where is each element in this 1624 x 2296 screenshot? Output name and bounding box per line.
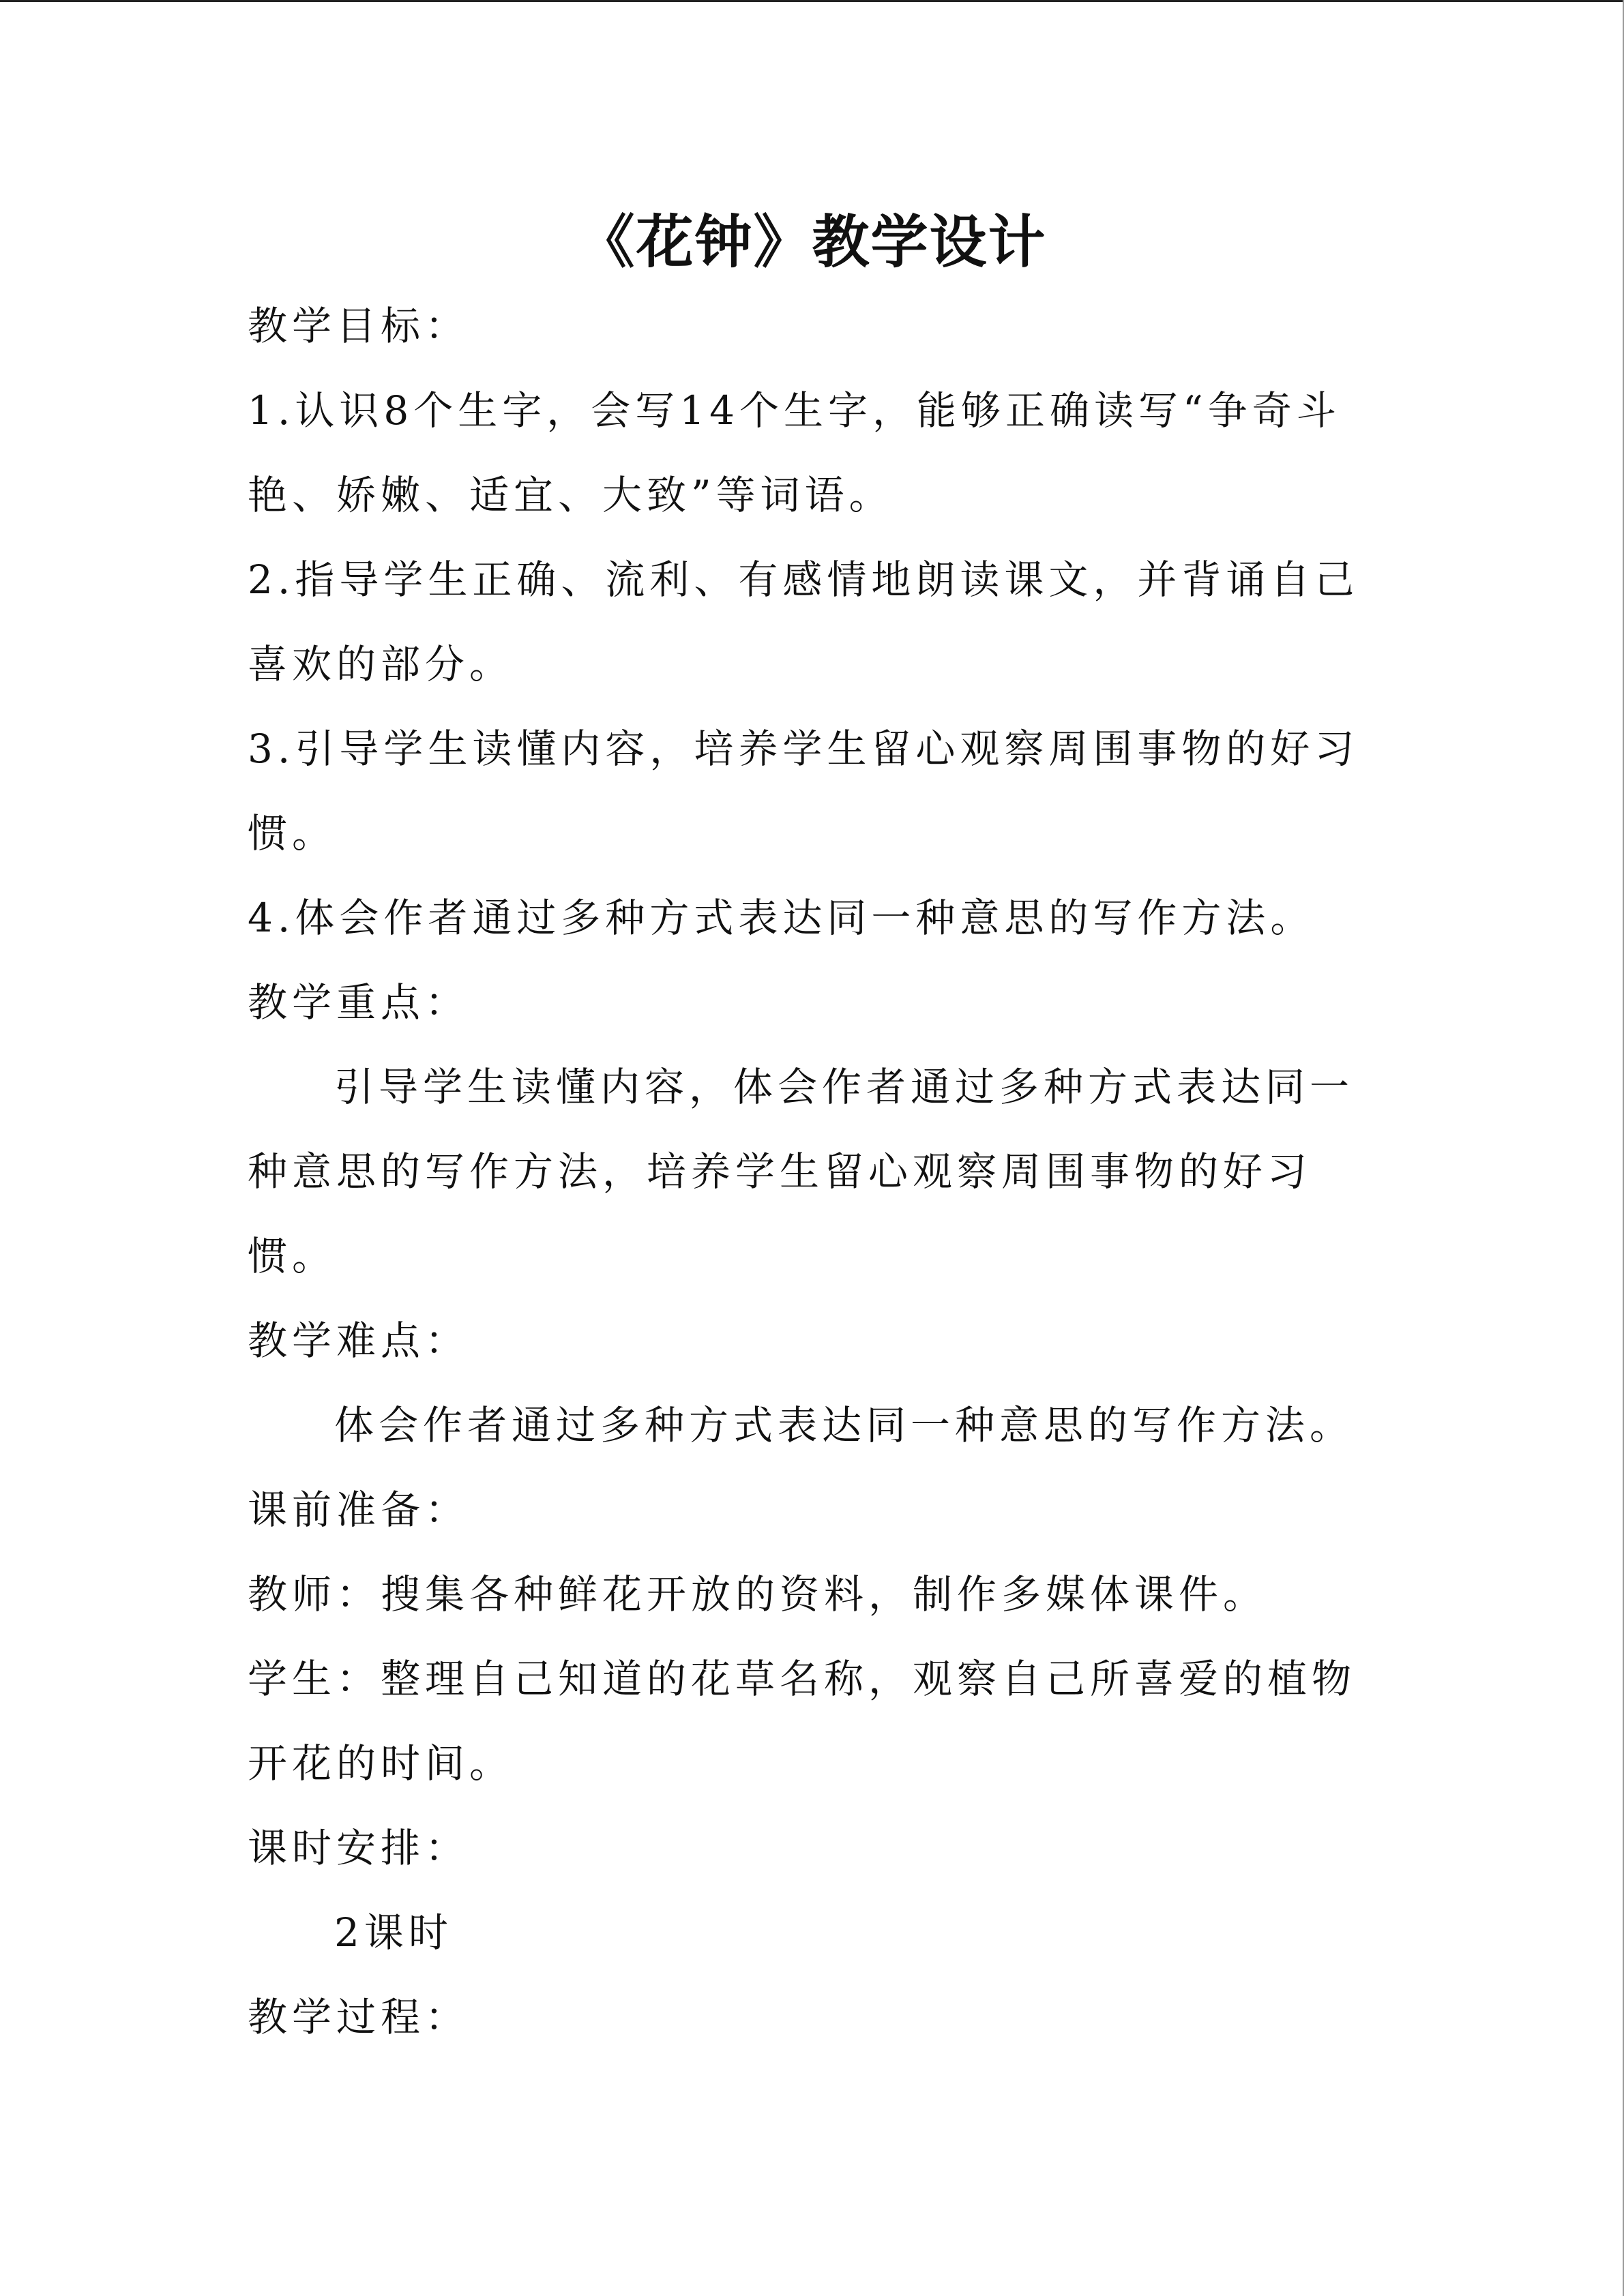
goal-2-line-1: 2.指导学生正确、流利、有感情地朗读课文，并背诵自己 bbox=[248, 556, 1359, 603]
document-title: 《花钟》教学设计 bbox=[577, 208, 1047, 275]
heading-teaching-goals: 教学目标： bbox=[248, 303, 470, 349]
goal-1-line-2: 艳、娇嫩、适宜、大致”等词语。 bbox=[248, 472, 894, 518]
heading-key-points: 教学重点： bbox=[248, 979, 470, 1026]
preparation-student-line-1: 学生：整理自己知道的花草名称，观察自己所喜爱的植物 bbox=[248, 1656, 1357, 1702]
heading-schedule: 课时安排： bbox=[248, 1825, 470, 1871]
schedule-value: 2课时 bbox=[334, 1909, 453, 1956]
goal-4-line-1: 4.体会作者通过多种方式表达同一种意思的写作方法。 bbox=[248, 895, 1315, 941]
key-points-line-2: 种意思的写作方法，培养学生留心观察周围事物的好习 bbox=[248, 1148, 1312, 1195]
heading-preparation: 课前准备： bbox=[248, 1487, 470, 1533]
heading-difficulties: 教学难点： bbox=[248, 1317, 470, 1364]
goal-2-line-2: 喜欢的部分。 bbox=[248, 641, 514, 687]
difficulties-line-1: 体会作者通过多种方式表达同一种意思的写作方法。 bbox=[334, 1402, 1355, 1448]
key-points-line-1: 引导学生读懂内容，体会作者通过多种方式表达同一 bbox=[334, 1064, 1355, 1110]
heading-process: 教学过程： bbox=[248, 1994, 470, 2040]
preparation-teacher: 教师：搜集各种鲜花开放的资料，制作多媒体课件。 bbox=[248, 1571, 1268, 1617]
goal-3-line-1: 3.引导学生读懂内容，培养学生留心观察周围事物的好习 bbox=[248, 726, 1359, 772]
goal-1-line-1: 1.认识8个生字，会写14个生字，能够正确读写“争奇斗 bbox=[248, 387, 1341, 434]
preparation-student-line-2: 开花的时间。 bbox=[248, 1740, 514, 1787]
goal-3-line-2: 惯。 bbox=[248, 810, 337, 856]
key-points-line-3: 惯。 bbox=[248, 1233, 337, 1279]
page-top-border bbox=[0, 0, 1624, 2]
